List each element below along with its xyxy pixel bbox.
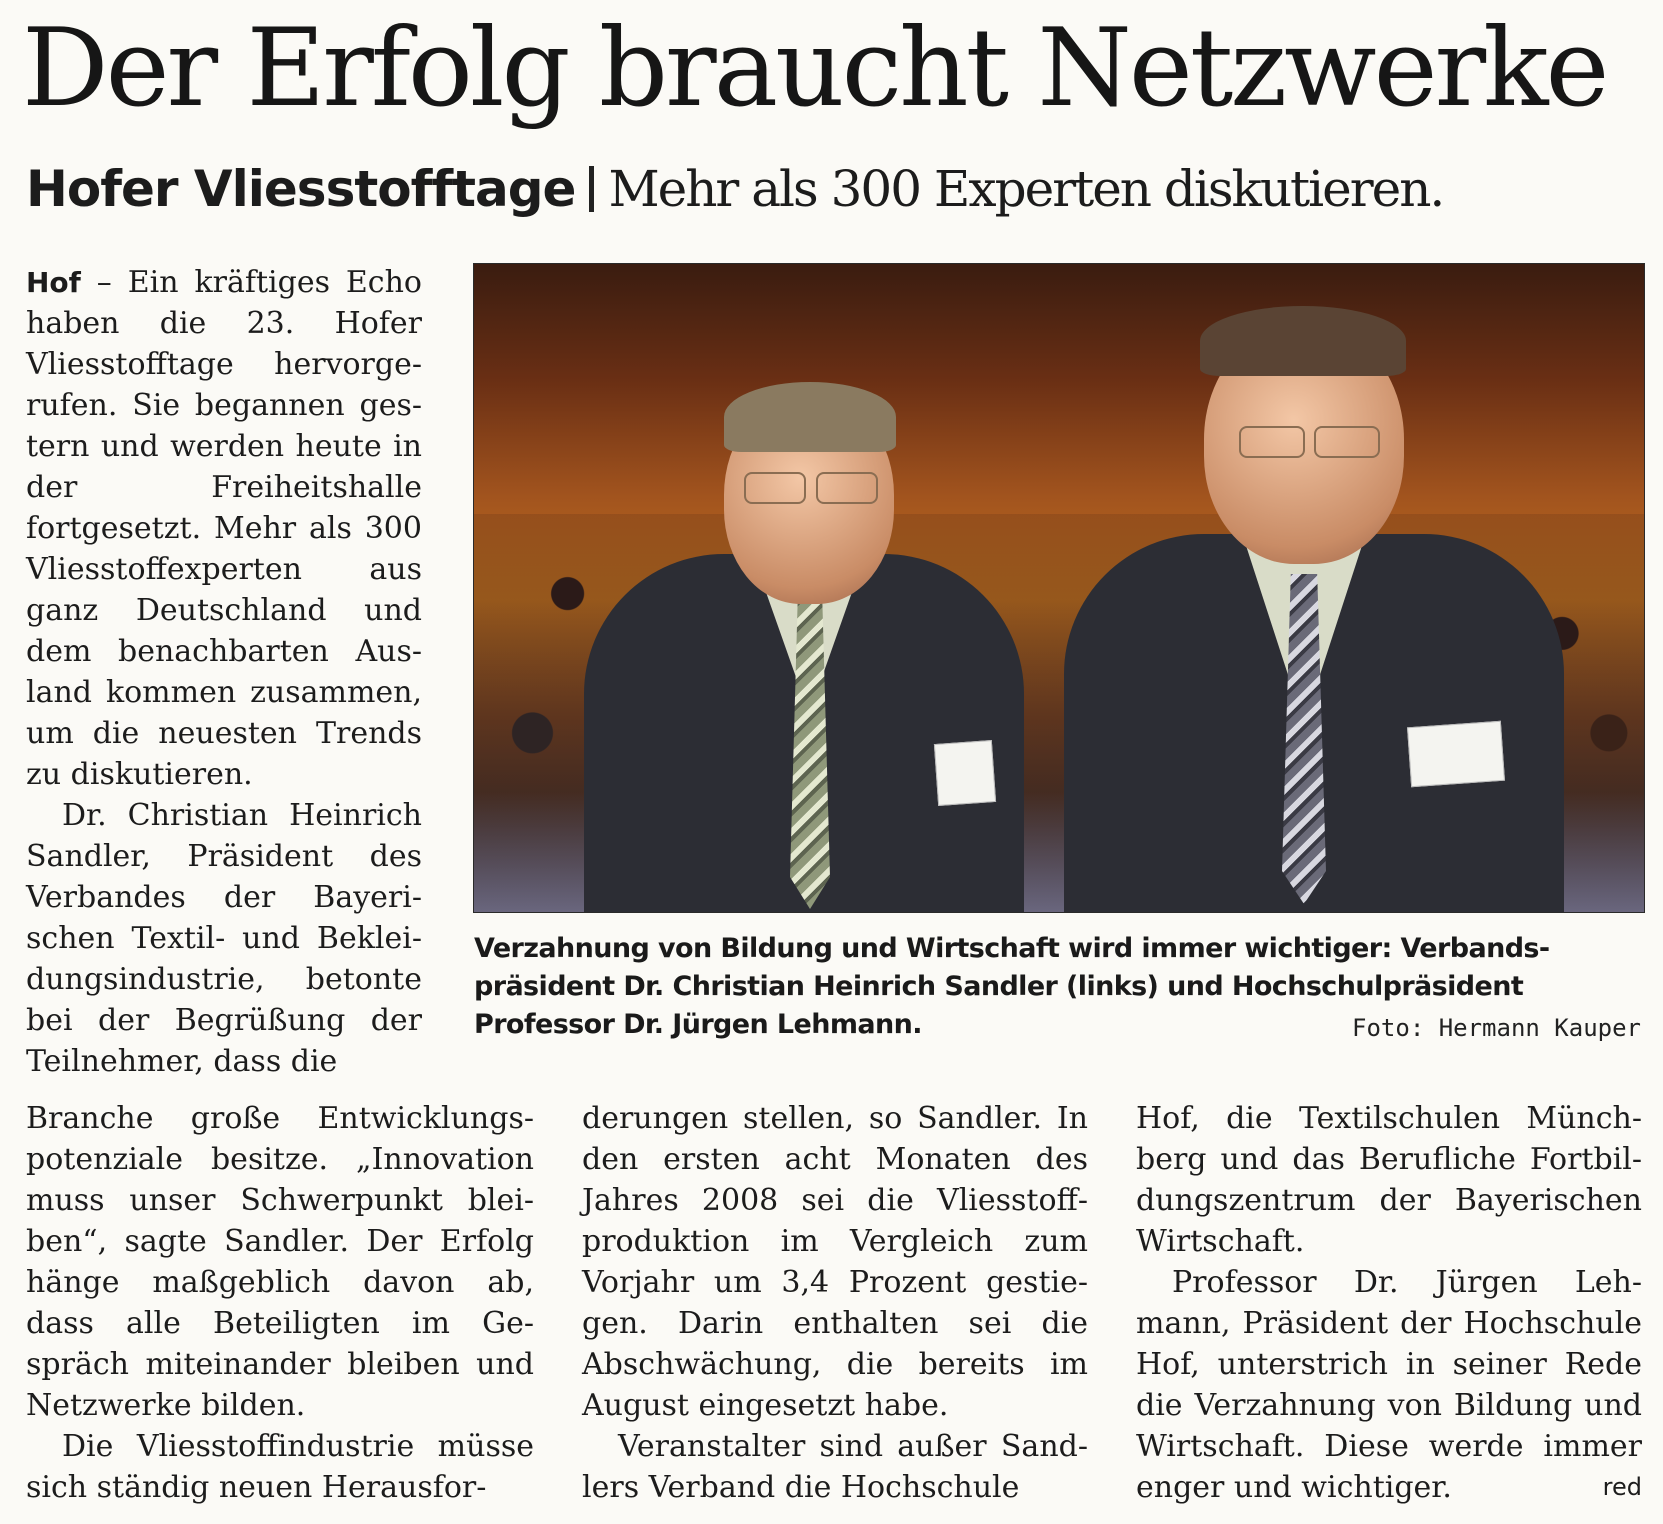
article-photo <box>473 263 1645 913</box>
subheadline-row <box>26 158 1443 220</box>
subheadline: Mehr als 300 Experten diskutieren. <box>608 160 1444 218</box>
paragraph-4: Die Vliesstoffindustrie müsse sich ständig neuen Herausfor- <box>26 1429 534 1505</box>
paragraph-8-text: Professor Dr. Jürgen Lehmann, Präsident der Hochschule Hof, unterstrich in seiner Rede die Verzahnung von Bildung und Wirtschaft. Diese werde immer enger und wichtiger. <box>1136 1265 1642 1505</box>
subheadline-separator <box>589 166 594 212</box>
author-signoff: red <box>1602 1473 1642 1501</box>
photo-credit: Foto: Hermann Kauper <box>1352 1014 1641 1042</box>
column-1-top <box>26 262 422 1082</box>
photo-person-right <box>1034 284 1594 912</box>
photo-person-left <box>564 354 1044 912</box>
dateline: Hof <box>26 266 81 299</box>
column-3 <box>1136 1098 1642 1508</box>
paragraph-5: derungen stellen, so Sandler. In den ersten acht Monaten des Jahres 2008 sei die Vliesstoffproduktion im Vergleich zum Vorjahr um 3,4 Prozent gestiegen. Darin enthalten sei die Abschwächung, die bereits im August eingesetzt habe. <box>582 1101 1088 1423</box>
column-1-bottom <box>26 1098 534 1508</box>
paragraph-8 <box>1136 1262 1642 1508</box>
paragraph-6: Veranstalter sind außer Sandlers Verband die Hochschule <box>582 1429 1088 1505</box>
paragraph-2: Dr. Christian Heinrich Sandler, Präsident des Verbandes der Bayerischen Textil- und Bekleidungsindustrie, betonte bei der Begrüßung der Teilnehmer, dass die <box>26 798 422 1079</box>
headline: Der Erfolg braucht Netzwerke <box>22 6 1607 131</box>
paragraph-3: Branche große Entwicklungspotenziale besitze. „Innovation muss unser Schwerpunkt bleiben“, sagte Sandler. Der Erfolg hänge maßgeblich davon ab, dass alle Beteiligten im Gespräch miteinander bleiben und Netzwerke bilden. <box>26 1101 534 1423</box>
kicker: Hofer Vliesstofftage <box>26 160 576 218</box>
column-2 <box>582 1098 1088 1508</box>
paragraph-1-text: – Ein kräftiges Echo haben die 23. Hofer Vliesstofftage hervorgerufen. Sie begannen gestern und werden heute in der Freiheitshalle fortgesetzt. Mehr als 300 Vliesstoffexperten aus ganz Deutschland und dem benachbarten Ausland kommen zusammen, um die neuesten Trends zu diskutieren. <box>26 265 422 792</box>
photo-caption: Verzahnung von Bildung und Wirtschaft wird immer wichtiger: Verbandspräsident Dr. Christian Heinrich Sandler (links) und Hochschulpräsident Professor Dr. Jürgen Lehmann. <box>474 933 1551 1040</box>
paragraph-7: Hof, die Textilschulen Münchberg und das Berufliche Fortbildungszentrum der Bayerischen Wirtschaft. <box>1136 1101 1642 1259</box>
paragraph-1 <box>26 262 422 795</box>
